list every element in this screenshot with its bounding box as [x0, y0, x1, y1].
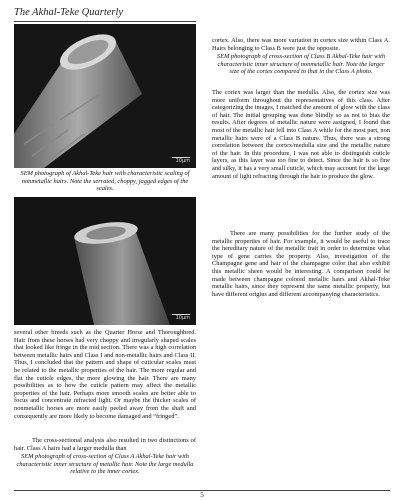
- figure-class-b-caption: SEM photograph of cross-section of Class B Akhal-Teke hair with characteristic inner structure of nonmetallic hair. Note the larger size of the cortex compared to that in the Class A photo.: [216, 53, 386, 76]
- left-paragraph-1: several other breeds such as the Quarter Horse and Thoroughbred. Hair from these horses had very choppy and irregularly shaped scales that looked like fringe in the mid section. There was a high correlation between metallic hairs and Class I and non-metallic hairs and Class II. Thus, I concluded that the pattern and shape of cuticular scales must be related to the metallic properties of the hair. The more regular and flat the cuticle edges, the more glowing the hair. There are many possibilities as to how the cuticle pattern may affect the metallic properties of the hair. Perhaps more smooth scales are better able to focus and concentrate refracted light. Or maybe the thicker scales of nonmetallic horses are more easily peeled away from the shaft and consequently are more likely to become damaged and “fringed”.: [14, 329, 196, 420]
- right-paragraph-1: cortex. Also, there was more variation in cortex size within Class A. Hairs belonging to Class B were just the opposite.: [212, 37, 390, 52]
- scale-label: 10µm: [175, 158, 190, 164]
- header-rule: [14, 21, 196, 22]
- publication-title: The Akhal-Teke Quarterly: [14, 7, 124, 18]
- sem-image-hair-cross-section: [14, 197, 196, 325]
- figure-class-a-caption: SEM photograph of cross-section of Class A Akhal-Teke hair with characteristic inner structure of metallic hair. Note the large medulla relative to the inner cortex.: [16, 453, 194, 476]
- page-number: 5: [200, 491, 204, 499]
- sem-image-hair-scales: [14, 24, 196, 168]
- right-paragraph-2: The cortex was larger than the medulla. Also, the cortex size was more uniform throughout the representatives of this class. After categorizing the images, I matched the amount of glow with the class of hair. The initial grouping was done blindly so as not to bias the results. After degrees of metallic nature were assigned, I found that most of the metallic hair fell into Class A while for the most part, non metallic hairs were of a Class B nature. Thus, there was a strong correlation between the cortex/medulla size and the metallic nature of the hair. In this procedure, I was not able to distinguish cuticle layers, as this layer was too fine to detect. Since the hair is so fine and silky, it has a very small cuticle, which may account for the large amount of light refracting through the hair to produce the glow.: [212, 89, 390, 180]
- right-paragraph-3: There are many possibilities for the further study of the metallic properties of hair. For example, it would be useful to trace the hereditary nature of the metallic trait in order to determine what type of gene carries the property. Also, investigation of the Champagne gene and hair of the champagne color that also exhibit this metallic sheen would be interesting. A comparison could be made between champagne colored metallic hairs and Akhal-Teke metallic hairs, since they represent the same metallic property, but have different origins and different accompanying characteristics.: [212, 230, 390, 298]
- left-paragraph-2: The cross-sectional analysis also resulted in two distinctions of hair. Class A hairs had a larger medulla than: [14, 437, 196, 452]
- scale-label: 10µm: [175, 315, 190, 321]
- figure-1-caption: SEM photograph of Akhal-Teke hair with characteristic scaling of nonmetallic hairs. Note the serrated, choppy, jagged edges of the scales.: [20, 170, 190, 193]
